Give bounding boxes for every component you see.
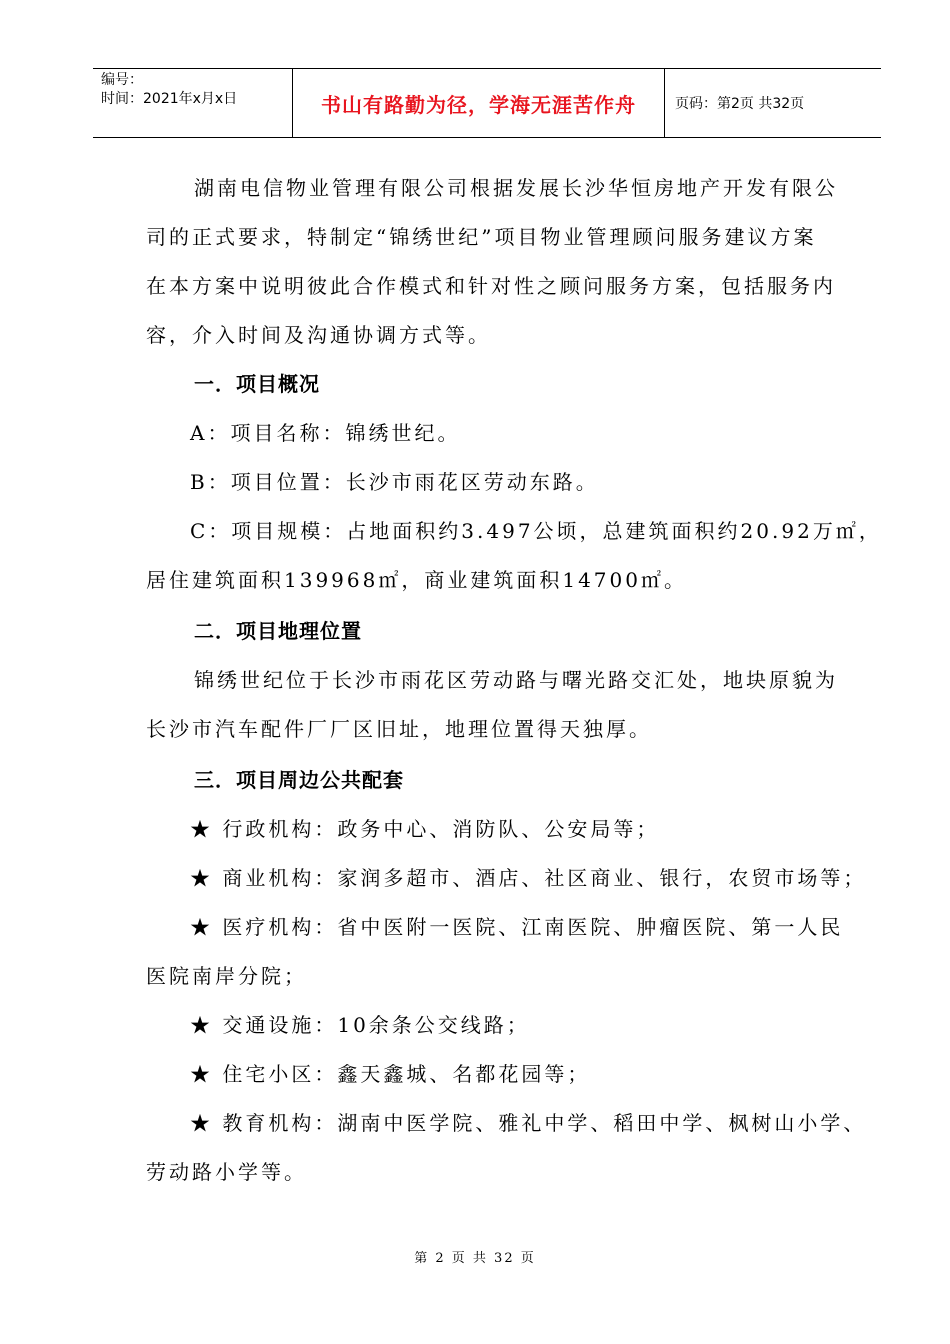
header-page-info: 页码：第2页 共32页	[675, 96, 805, 112]
intro-line-3: 在本方案中说明彼此合作模式和针对性之顾问服务方案，包括服务内	[146, 274, 836, 298]
section-2-heading: 二．项目地理位置	[194, 619, 362, 643]
page-footer: 第 2 页 共 32 页	[414, 1251, 536, 1266]
facility-administrative: ★ 行政机构：政务中心、消防队、公安局等；	[190, 817, 660, 841]
header-meta	[93, 69, 293, 137]
facility-medical-line-1: ★ 医疗机构：省中医附一医院、江南医院、肿瘤医院、第一人民	[190, 915, 844, 939]
header-slogan: 书山有路勤为径，学海无涯苦作舟	[293, 69, 665, 137]
section-1-heading: 一．项目概况	[194, 372, 320, 396]
document-number-label: 编号：	[101, 72, 143, 88]
intro-line-1: 湖南电信物业管理有限公司根据发展长沙华恒房地产开发有限公	[194, 176, 838, 200]
facility-residential: ★ 住宅小区：鑫天鑫城、名都花园等；	[190, 1062, 591, 1086]
intro-line-2: 司的正式要求，特制定“锦绣世纪”项目物业管理顾问服务建议方案	[146, 225, 817, 249]
page-header	[93, 68, 881, 138]
facility-transport: ★ 交通设施：10余条公交线路；	[190, 1013, 530, 1037]
project-location-item: B：项目位置：长沙市雨花区劳动东路。	[190, 470, 599, 494]
facility-education-line-1: ★ 教育机构：湖南中医学院、雅礼中学、稻田中学、枫树山小学、	[190, 1111, 867, 1135]
facility-medical-line-2: 医院南岸分院；	[146, 964, 307, 988]
project-name-item: A：项目名称：锦绣世纪。	[190, 421, 461, 445]
project-scale-item-line-1: C：项目规模：占地面积约3.497公顷，总建筑面积约20.92万㎡，	[190, 519, 882, 543]
project-scale-item-line-2: 居住建筑面积139968㎡，商业建筑面积14700㎡。	[146, 568, 687, 592]
facility-education-line-2: 劳动路小学等。	[146, 1160, 307, 1184]
document-time-label: 时间：2021年x月x日	[101, 91, 238, 107]
facility-commercial: ★ 商业机构：家润多超市、酒店、社区商业、银行，农贸市场等；	[190, 866, 867, 890]
location-line-2: 长沙市汽车配件厂厂区旧址，地理位置得天独厚。	[146, 717, 652, 741]
location-line-1: 锦绣世纪位于长沙市雨花区劳动路与曙光路交汇处，地块原貌为	[194, 668, 838, 692]
section-3-heading: 三．项目周边公共配套	[194, 768, 404, 792]
intro-line-4: 容，介入时间及沟通协调方式等。	[146, 323, 491, 347]
